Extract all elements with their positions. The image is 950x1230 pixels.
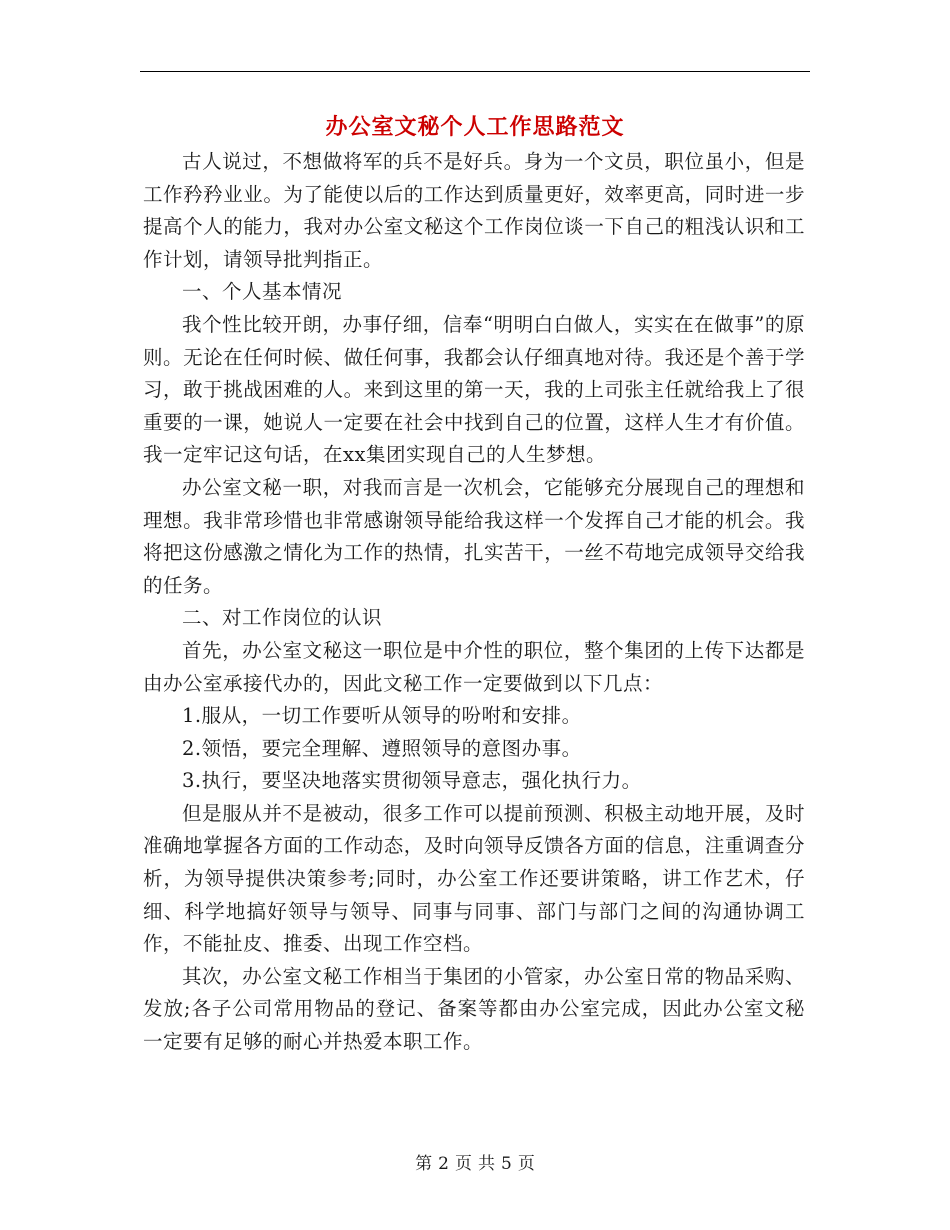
header-rule <box>140 71 810 72</box>
paragraph-second-point: 其次，办公室文秘工作相当于集团的小管家，办公室日常的物品采购、发放;各子公司常用物品的登记、备案等都由办公室完成，因此办公室文秘一定要有足够的耐心并热爱本职工作。 <box>143 964 805 1054</box>
footer-page-prefix: 第 <box>415 1154 433 1174</box>
paragraph-personality: 我个性比较开朗，办事仔细，信奉“明明白白做人，实实在在做事”的原则。无论在任何时候、做任何事，我都会认仔细真地对待。我还是个善于学习，敢于挑战困难的人。来到这里的第一天，我的上司张主任就给我上了很重要的一课，她说人一定要在社会中找到自己的位置，这样人生才有价值。我一定牢记这句话，在xx集团实现自己的人生梦想。 <box>143 312 805 467</box>
footer-current-page: 2 <box>438 1154 449 1174</box>
paragraph-intro: 古人说过，不想做将军的兵不是好兵。身为一个文员，职位虽小，但是工作矜矜业业。为了能使以后的工作达到质量更好，效率更高，同时进一步提高个人的能力，我对办公室文秘这个工作岗位谈一下自己的粗浅认识和工作计划，请领导批判指正。 <box>143 150 805 271</box>
section-heading-basic-info: 一、个人基本情况 <box>182 280 343 304</box>
section-heading-job-understanding: 二、对工作岗位的认识 <box>182 606 383 630</box>
paragraph-proactive: 但是服从并不是被动，很多工作可以提前预测、积极主动地开展，及时准确地掌握各方面的工作动态，及时向领导反馈各方面的信息，注重调查分析，为领导提供决策参考;同时，办公室工作还要讲策略，讲工作艺术，仔细、科学地搞好领导与领导、同事与同事、部门与部门之间的沟通协调工作，不能扯皮、推委、出现工作空档。 <box>143 801 805 956</box>
footer-total-prefix: 共 <box>478 1154 495 1174</box>
footer-total-suffix: 页 <box>517 1154 535 1174</box>
footer-total-pages: 5 <box>501 1154 512 1174</box>
paragraph-opportunity: 办公室文秘一职，对我而言是一次机会，它能够充分展现自己的理想和理想。我非常珍惜也非常感谢领导能给我这样一个发挥自己才能的机会。我将把这份感激之情化为工作的热情，扎实苦干，一丝不苟地完成领导交给我的任务。 <box>143 475 805 597</box>
document-body <box>143 146 805 1059</box>
list-item-execute: 3.执行，要坚决地落实贯彻领导意志，强化执行力。 <box>182 769 642 793</box>
list-item-obey: 1.服从，一切工作要听从领导的吩咐和安排。 <box>182 704 582 728</box>
paragraph-first-point: 首先，办公室文秘这一职位是中介性的职位，整个集团的上传下达都是由办公室承接代办的，因此文秘工作一定要做到以下几点： <box>143 638 805 695</box>
footer-page-word: 页 <box>455 1154 472 1174</box>
document-title: 办公室文秘个人工作思路范文 <box>325 114 625 140</box>
list-item-comprehend: 2.领悟，要完全理解、遵照领导的意图办事。 <box>182 736 582 760</box>
page-footer <box>0 1152 950 1176</box>
